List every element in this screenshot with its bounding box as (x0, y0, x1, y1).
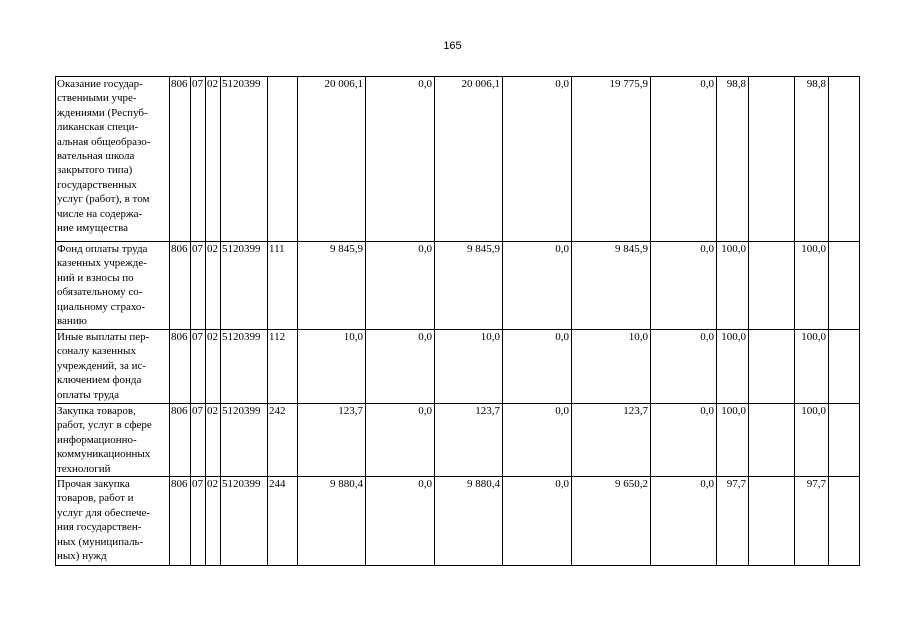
amount-cell: 0,0 (366, 477, 435, 566)
subsection-code-cell: 02 (206, 477, 221, 566)
item-name-line: оплаты труда (57, 388, 120, 401)
item-name-line: услуг для обеспече- (57, 506, 151, 519)
department-code-cell: 806 (170, 404, 191, 477)
amount-cell: 0,0 (366, 330, 435, 404)
item-name-line: числе на содержа- (57, 207, 143, 220)
table-row (56, 404, 860, 477)
percent-cell: 100,0 (795, 404, 829, 477)
percent-cell: 100,0 (795, 242, 829, 330)
percent-cell (829, 77, 860, 242)
percent-cell (749, 77, 795, 242)
item-name-line: работ, услуг в сфере (57, 419, 152, 432)
expense-type-cell: 244 (268, 477, 298, 566)
amount-cell: 0,0 (503, 242, 572, 330)
amount-cell: 0,0 (503, 477, 572, 566)
item-name-line: ных (муниципаль- (57, 535, 144, 548)
item-name-line: Прочая закупка (57, 478, 130, 491)
amount-cell: 9 880,4 (298, 477, 366, 566)
subsection-code-cell: 02 (206, 330, 221, 404)
target-article-cell: 5120399 (221, 242, 268, 330)
item-name-line: ждениями (Респуб- (57, 106, 148, 119)
department-code-cell: 806 (170, 242, 191, 330)
percent-cell (749, 477, 795, 566)
item-name-line: Фонд оплаты труда (57, 243, 148, 255)
amount-cell: 9 845,9 (435, 242, 503, 330)
item-name-line: ния государствен- (57, 521, 142, 534)
item-name-line: вательная школа (57, 150, 135, 163)
item-name-line: государственных (57, 178, 137, 191)
target-article-cell: 5120399 (221, 330, 268, 404)
amount-cell: 0,0 (651, 330, 717, 404)
section-code-cell: 07 (191, 77, 206, 242)
department-code-cell: 806 (170, 330, 191, 404)
item-name-line: циальному страхо- (57, 300, 146, 313)
item-name-line: ных) нужд (57, 550, 107, 563)
amount-cell: 9 845,9 (298, 242, 366, 330)
amount-cell: 20 006,1 (298, 77, 366, 242)
item-name-line: услуг (работ), в том (57, 193, 150, 206)
target-article-cell: 5120399 (221, 477, 268, 566)
section-code-cell: 07 (191, 404, 206, 477)
percent-cell: 97,7 (795, 477, 829, 566)
item-name-line: ственными учре- (57, 92, 137, 105)
amount-cell: 0,0 (366, 77, 435, 242)
item-name-line: соналу казенных (57, 345, 136, 358)
percent-cell: 98,8 (717, 77, 749, 242)
expense-type-cell: 111 (268, 242, 298, 330)
item-name-line: коммуникационных (57, 448, 151, 461)
target-article-cell: 5120399 (221, 77, 268, 242)
amount-cell: 0,0 (651, 404, 717, 477)
expense-type-cell (268, 77, 298, 242)
amount-cell: 0,0 (503, 404, 572, 477)
item-name-line: ванию (57, 315, 87, 328)
item-name-line: закрытого типа) (57, 164, 133, 177)
amount-cell: 9 880,4 (435, 477, 503, 566)
percent-cell: 100,0 (717, 242, 749, 330)
amount-cell: 10,0 (572, 330, 651, 404)
table-row (56, 77, 860, 242)
item-name-cell (56, 404, 170, 477)
item-name-cell (56, 330, 170, 404)
percent-cell (749, 242, 795, 330)
percent-cell: 100,0 (795, 330, 829, 404)
percent-cell: 97,7 (717, 477, 749, 566)
item-name-cell (56, 242, 170, 330)
amount-cell: 123,7 (572, 404, 651, 477)
item-name-line: технологий (57, 462, 111, 475)
percent-cell (749, 330, 795, 404)
item-name-line: казенных учрежде- (57, 257, 147, 270)
table-row (56, 477, 860, 566)
percent-cell: 100,0 (717, 330, 749, 404)
department-code-cell: 806 (170, 477, 191, 566)
amount-cell: 19 775,9 (572, 77, 651, 242)
amount-cell: 9 650,2 (572, 477, 651, 566)
department-code-cell: 806 (170, 77, 191, 242)
table-row (56, 330, 860, 404)
item-name-line: ние имущества (57, 222, 129, 235)
percent-cell (749, 404, 795, 477)
table-body (56, 77, 860, 566)
item-name-line: альная общеобразо- (57, 135, 151, 148)
amount-cell: 0,0 (503, 77, 572, 242)
amount-cell: 0,0 (651, 477, 717, 566)
amount-cell: 0,0 (366, 404, 435, 477)
item-name-line: ликанская специ- (57, 121, 139, 134)
table-row (56, 242, 860, 330)
target-article-cell: 5120399 (221, 404, 268, 477)
budget-table (55, 76, 860, 566)
expense-type-cell: 242 (268, 404, 298, 477)
section-code-cell: 07 (191, 330, 206, 404)
amount-cell: 0,0 (651, 242, 717, 330)
subsection-code-cell: 02 (206, 77, 221, 242)
percent-cell: 98,8 (795, 77, 829, 242)
item-name-line: информационно- (57, 433, 137, 446)
amount-cell: 10,0 (298, 330, 366, 404)
amount-cell: 0,0 (503, 330, 572, 404)
amount-cell: 10,0 (435, 330, 503, 404)
percent-cell (829, 404, 860, 477)
item-name-line: Закупка товаров, (57, 405, 136, 417)
percent-cell: 100,0 (717, 404, 749, 477)
section-code-cell: 07 (191, 242, 206, 330)
amount-cell: 9 845,9 (572, 242, 651, 330)
item-name-line: Иные выплаты пер- (57, 331, 150, 343)
item-name-line: Оказание государ- (57, 78, 143, 90)
amount-cell: 0,0 (366, 242, 435, 330)
subsection-code-cell: 02 (206, 404, 221, 477)
item-name-line: обязательному со- (57, 286, 143, 299)
expense-type-cell: 112 (268, 330, 298, 404)
percent-cell (829, 477, 860, 566)
amount-cell: 123,7 (298, 404, 366, 477)
subsection-code-cell: 02 (206, 242, 221, 330)
item-name-cell (56, 77, 170, 242)
amount-cell: 20 006,1 (435, 77, 503, 242)
item-name-line: ний и взносы по (57, 271, 134, 284)
amount-cell: 123,7 (435, 404, 503, 477)
section-code-cell: 07 (191, 477, 206, 566)
item-name-line: учреждений, за ис- (57, 359, 147, 372)
percent-cell (829, 242, 860, 330)
item-name-line: товаров, работ и (57, 492, 134, 505)
amount-cell: 0,0 (651, 77, 717, 242)
page-number: 165 (443, 40, 462, 52)
percent-cell (829, 330, 860, 404)
item-name-cell (56, 477, 170, 566)
item-name-line: ключением фонда (57, 374, 142, 387)
